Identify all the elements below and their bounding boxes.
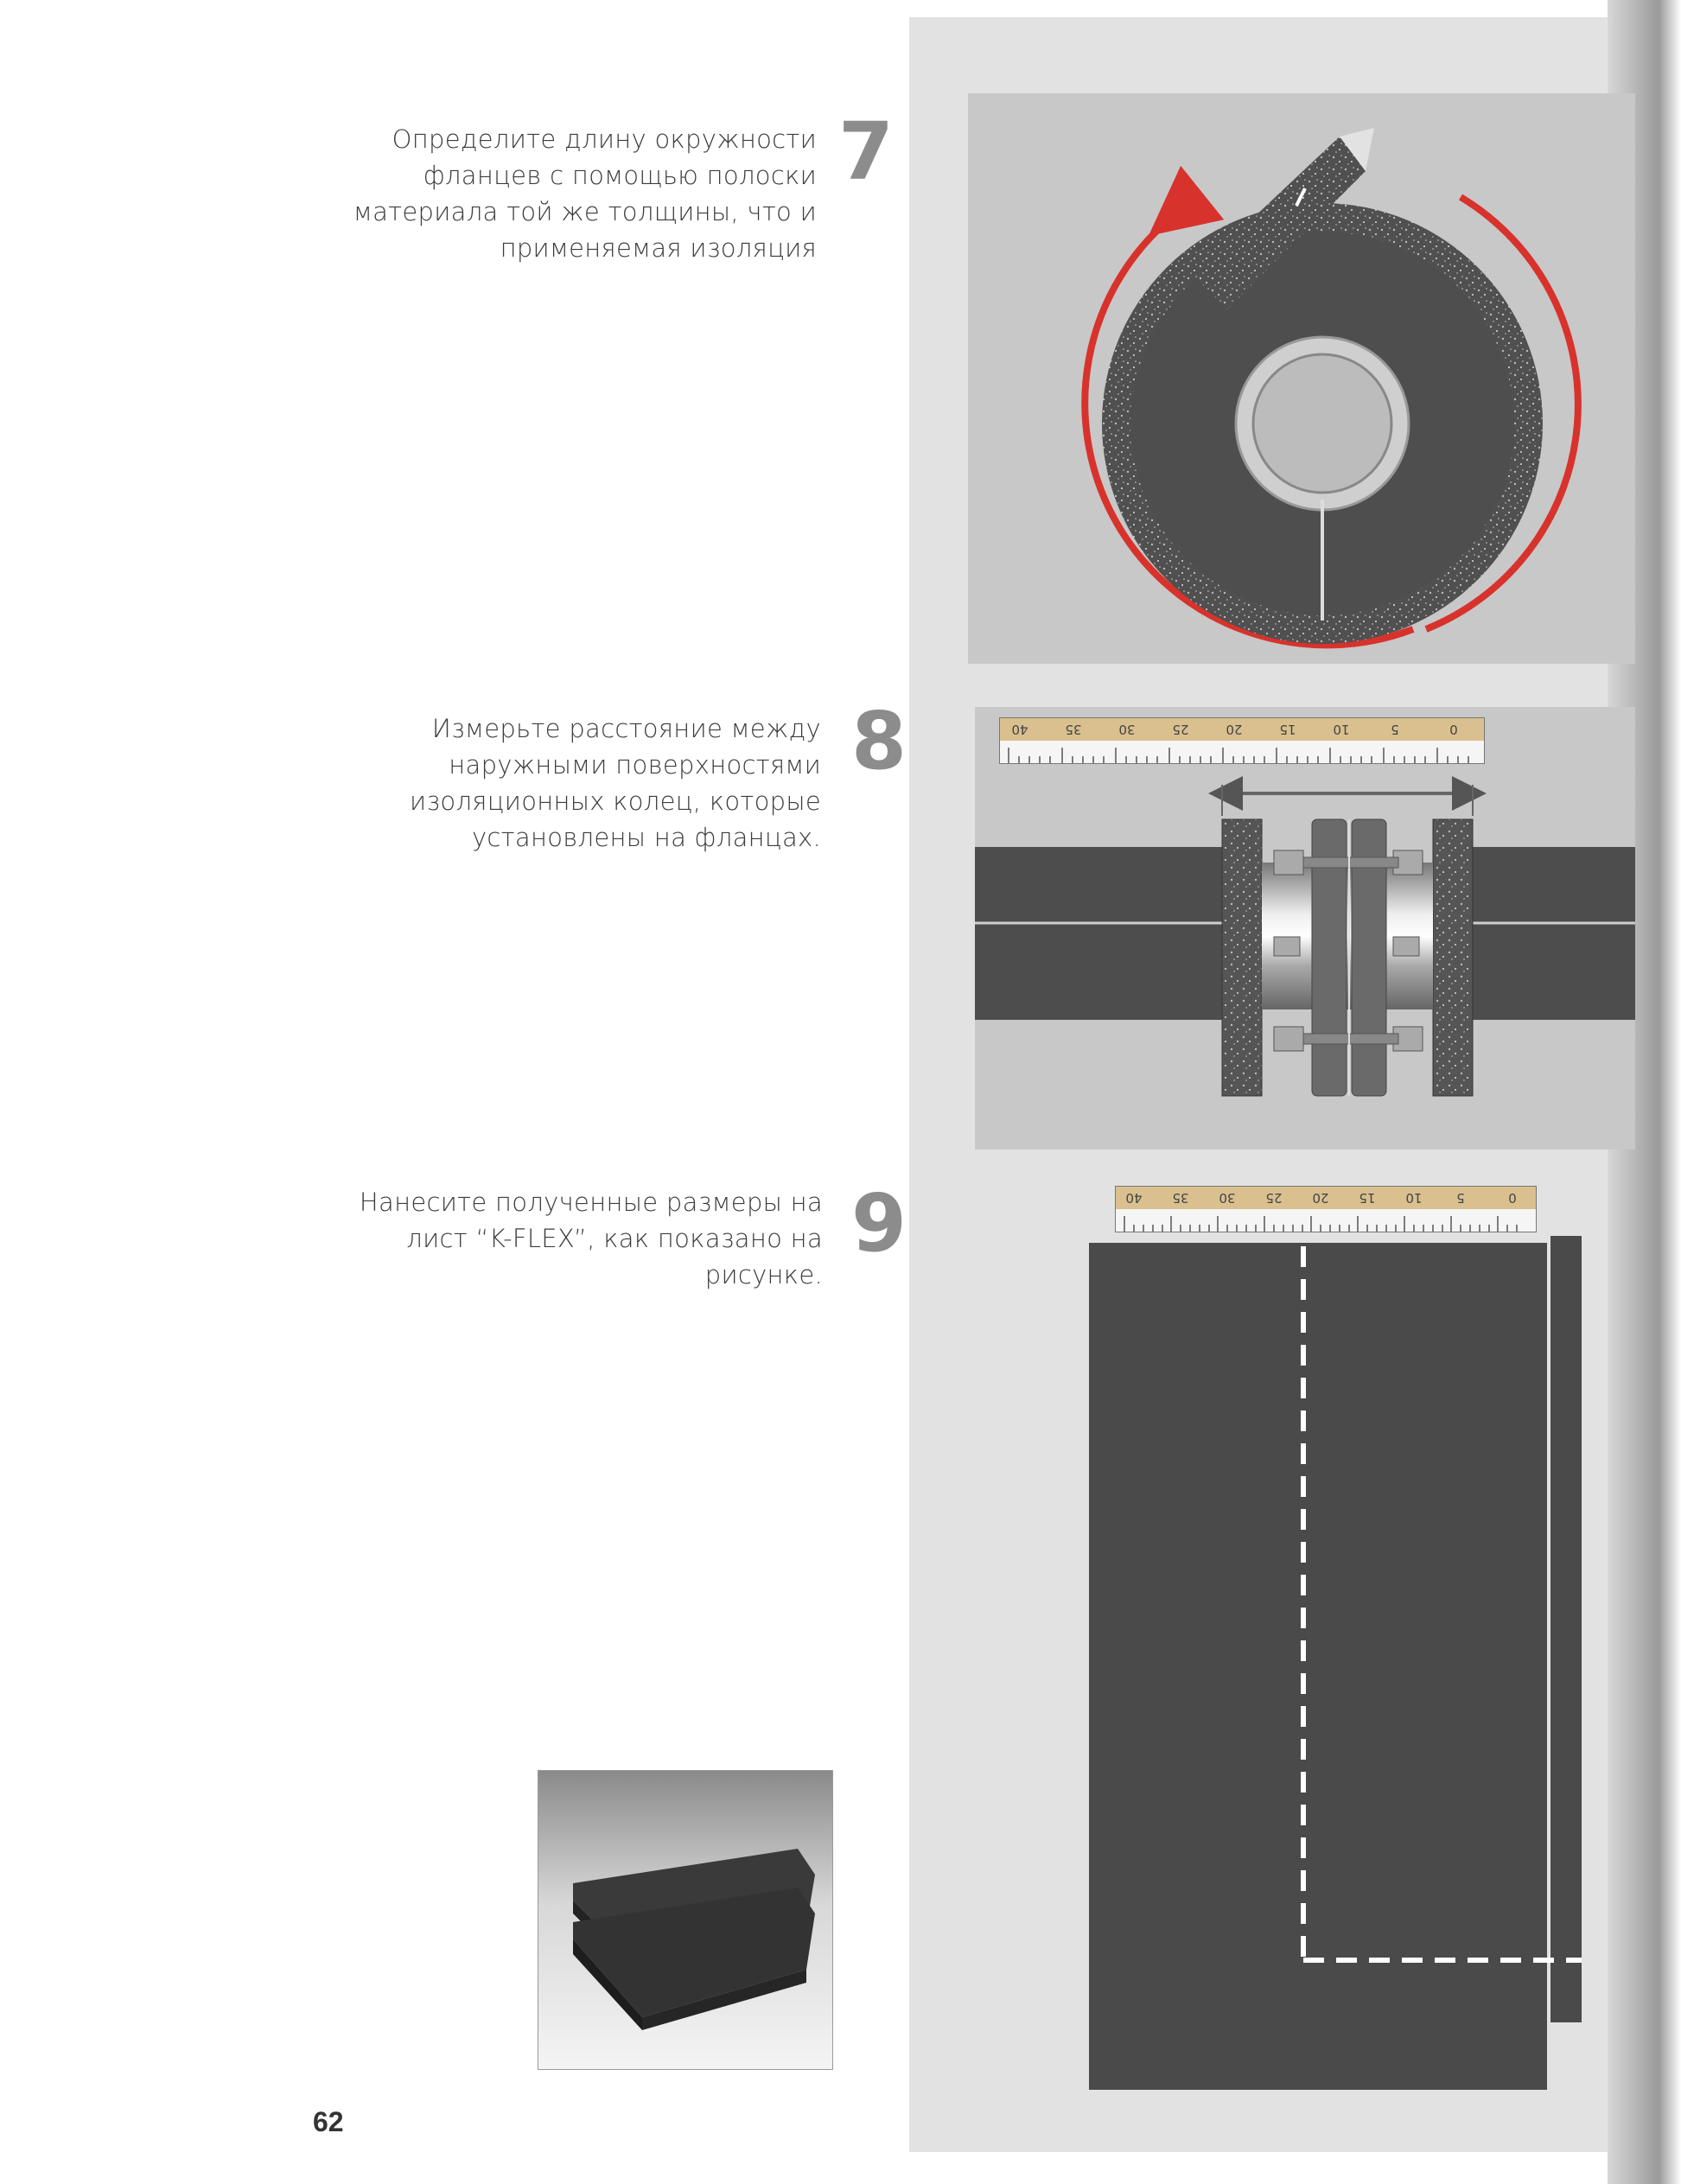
ruler-label: 5 bbox=[1391, 722, 1399, 737]
step-9-line: Нанесите полученные размеры на bbox=[359, 1188, 823, 1217]
step-8-text bbox=[311, 710, 821, 856]
step-9-line: рисунке. bbox=[704, 1260, 823, 1289]
pipe-inner bbox=[1253, 354, 1391, 493]
kflex-strip bbox=[1550, 1236, 1582, 2022]
insulation-ring-left bbox=[1222, 819, 1262, 1096]
step-9-text bbox=[311, 1184, 823, 1293]
step-7-line: материала той же толщины, что и bbox=[353, 197, 817, 226]
ruler-label: 25 bbox=[1265, 1190, 1283, 1206]
step-7-text bbox=[311, 121, 817, 266]
pipe-metal bbox=[1262, 863, 1433, 1009]
pipe-right bbox=[1468, 847, 1635, 1020]
flange-circumference-diagram bbox=[968, 93, 1635, 664]
pipe-left bbox=[975, 847, 1226, 1020]
kflex-sheet-diagram bbox=[1089, 1236, 1590, 2100]
step-8-line: изоляционных колец, которые bbox=[410, 786, 821, 816]
step-8-illustration bbox=[975, 707, 1635, 1149]
insulation-ring-right bbox=[1433, 819, 1473, 1096]
ruler-label: 40 bbox=[1011, 722, 1028, 737]
step-7-number: 7 bbox=[838, 105, 895, 198]
step-7-line: фланцев с помощью полоски bbox=[423, 161, 817, 190]
ruler-label: 35 bbox=[1172, 1190, 1189, 1206]
ruler-label: 40 bbox=[1125, 1190, 1143, 1206]
ruler-label: 15 bbox=[1359, 1190, 1376, 1206]
step-8-line: наружными поверхностями bbox=[449, 750, 821, 780]
step-8-number: 8 bbox=[851, 695, 907, 787]
ruler-ticks bbox=[1000, 741, 1484, 763]
step-7-line: Определите длину окружности bbox=[392, 124, 817, 154]
ruler-label: 35 bbox=[1065, 722, 1082, 737]
ruler-label: 10 bbox=[1405, 1190, 1423, 1206]
ruler-step-9 bbox=[1115, 1186, 1537, 1232]
step-7-illustration bbox=[968, 93, 1635, 664]
kflex-sheets-photo bbox=[538, 1770, 833, 2070]
ruler-label: 30 bbox=[1118, 722, 1136, 737]
ruler-step-8 bbox=[999, 717, 1485, 764]
ruler-ticks bbox=[1116, 1209, 1536, 1232]
ruler-label: 20 bbox=[1312, 1190, 1329, 1206]
flange-distance-diagram bbox=[975, 767, 1635, 1148]
sheets-photo-image bbox=[538, 1771, 832, 2069]
step-8-line: установлены на фланцах. bbox=[471, 823, 821, 852]
step-8-line: Измерьте расстояние между bbox=[431, 714, 821, 743]
ruler-label: 0 bbox=[1508, 1190, 1517, 1206]
step-9-number: 9 bbox=[851, 1177, 907, 1270]
ruler-label: 10 bbox=[1333, 722, 1350, 737]
ruler-label: 30 bbox=[1219, 1190, 1236, 1206]
ruler-label: 15 bbox=[1279, 722, 1296, 737]
step-9-line: лист “K-FLEX”, как показано на bbox=[406, 1224, 823, 1253]
page-number: 62 bbox=[313, 2106, 344, 2137]
step-7-line: применяемая изоляция bbox=[500, 233, 817, 263]
ruler-label: 20 bbox=[1226, 722, 1243, 737]
ruler-label: 0 bbox=[1449, 722, 1458, 737]
ruler-label: 5 bbox=[1456, 1190, 1465, 1206]
ruler-label: 25 bbox=[1172, 722, 1189, 737]
